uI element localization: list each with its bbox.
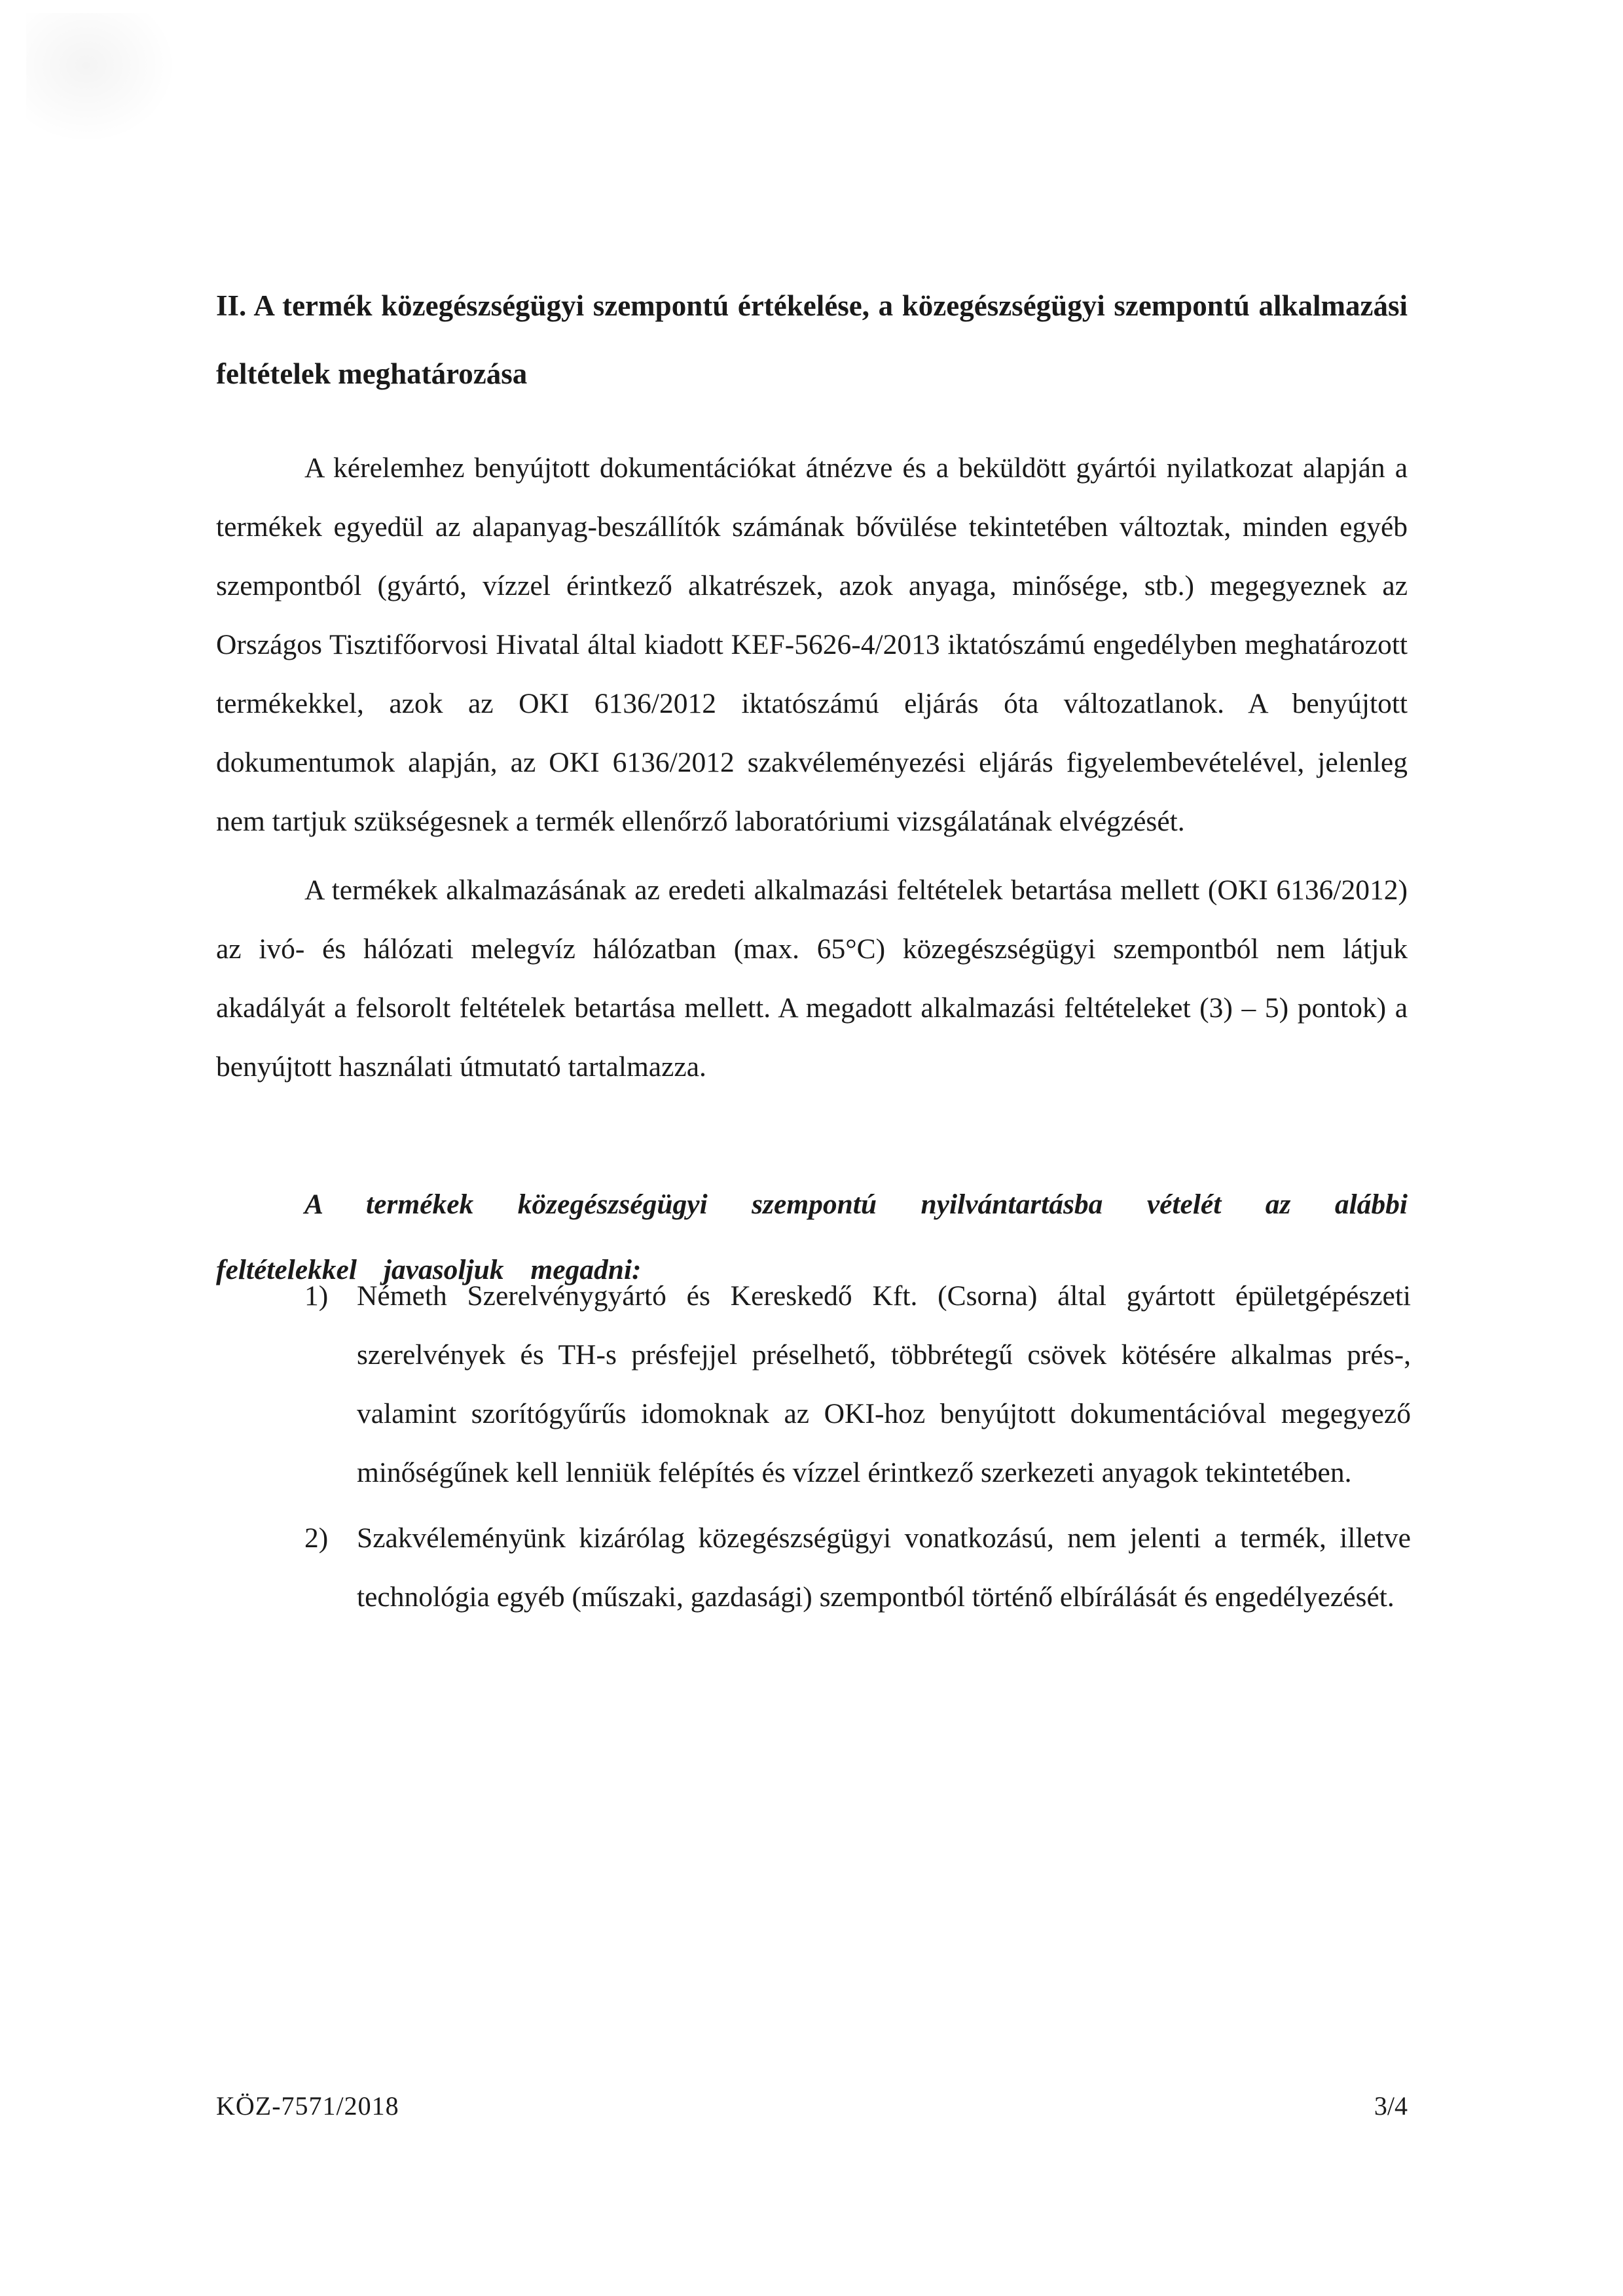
condition-number: 1) <box>304 1280 329 1312</box>
footer-page-number: 3/4 <box>1374 2091 1408 2121</box>
scan-artifact <box>26 13 177 144</box>
conditions-heading: A termékek közegészségügyi szempontú nyilvántartásba vételét az alábbi feltételekkel javasoljuk megadni: <box>216 1189 1408 1285</box>
condition-number: 2) <box>304 1522 329 1554</box>
condition-text: Németh Szerelvénygyártó és Kereskedő Kft. (Csorna) által gyártott épületgépészeti szerelvények és TH-s présfejjel préselhető, többrétegű csövek kötésére alkalmas prés-, valamint szorítógyűrűs idomoknak az OKI-hoz benyújtott dokumentációval megegyező minőségűnek kell lenniük felépítés és vízzel érintkező szerkezeti anyagok tekintetében. <box>357 1280 1411 1488</box>
condition-text: Szakvéleményünk kizárólag közegészségügyi vonatkozású, nem jelenti a termék, illetve technológia egyéb (műszaki, gazdasági) szempontból történő elbírálását és engedélyezését. <box>357 1522 1411 1613</box>
body-paragraph-2: A termékek alkalmazásának az eredeti alkalmazási feltételek betartása mellett (OKI 6136/2012) az ivó- és hálózati melegvíz hálózatban (max. 65°C) közegészségügyi szempontból nem látjuk akadályát a felsorolt feltételek betartása mellett. A megadott alkalmazási feltételeket (3) – 5) pontok) a benyújtott használati útmutató tartalmazza. <box>216 874 1408 1083</box>
body-paragraph-1: A kérelemhez benyújtott dokumentációkat átnézve és a beküldött gyártói nyilatkozat alapján a termékek egyedül az alapanyag-beszállítók számának bővülése tekintetében változtak, minden egyéb szempontból (gyártó, vízzel érintkező alkatrészek, azok anyaga, minősége, stb.) megegyeznek az Országos Tisztifőorvosi Hivatal által kiadott KEF-5626-4/2013 iktatószámú engedélyben meghatározott termékekkel, azok az OKI 6136/2012 iktatószámú eljárás óta változatlanok. A benyújtott dokumentumok alapján, az OKI 6136/2012 szakvéleményezési eljárás figyelembevételével, jelenleg nem tartjuk szükségesnek a termék ellenőrző laboratóriumi vizsgálatának elvégzését. <box>216 452 1408 837</box>
conditions-list <box>304 1266 1411 1633</box>
section-heading: II. A termék közegészségügyi szempontú értékelése, a közegészségügyi szempontú alkalmazási feltételek meghatározása <box>216 289 1408 390</box>
footer-reference-number: KÖZ-7571/2018 <box>216 2091 399 2121</box>
condition-item <box>304 1266 1411 1502</box>
condition-item <box>304 1509 1411 1626</box>
